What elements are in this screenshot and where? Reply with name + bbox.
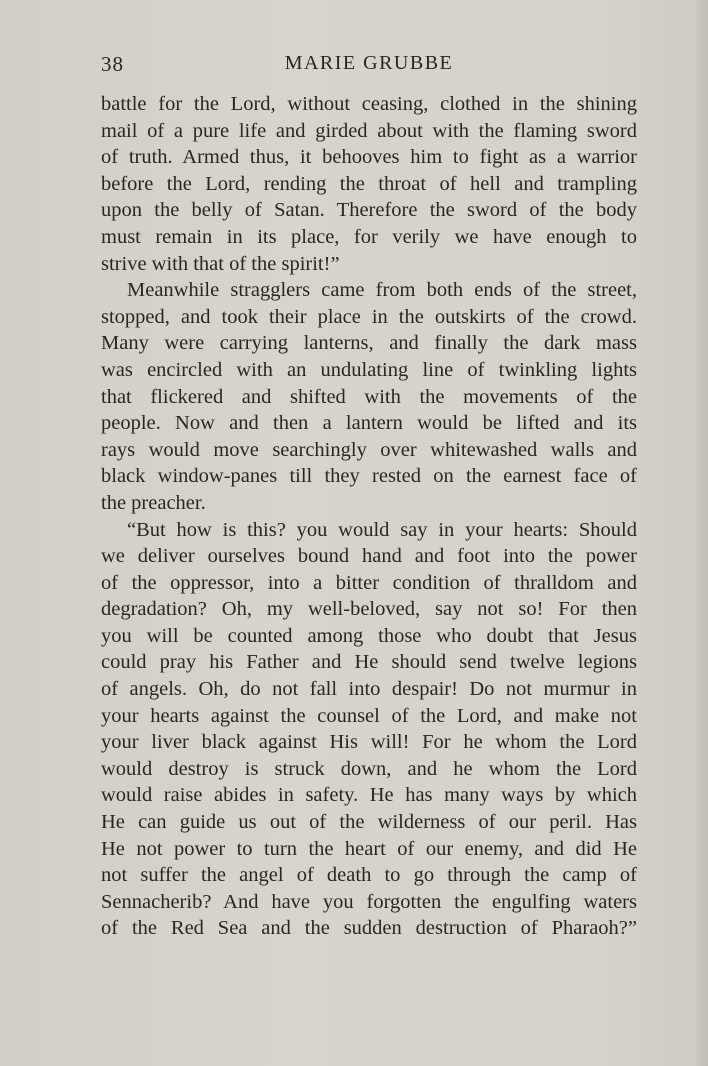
text-line: of the oppressor, into a bitter condition of thralldom and: [101, 571, 637, 594]
text-line: Many were carrying lanterns, and finally the dark mass: [101, 332, 637, 355]
text-line: Sennacherib? And have you forgotten the engulfing waters: [101, 890, 637, 913]
text-line: mail of a pure life and girded about with the flaming sword: [101, 119, 637, 142]
paragraph-start-line: “But how is this? you would say in your hearts: Should: [127, 518, 637, 541]
text-line: He can guide us out of the wilderness of our peril. Has: [101, 811, 637, 834]
text-line: battle for the Lord, without ceasing, clothed in the shining: [101, 93, 637, 115]
page-edge-shadow: [694, 0, 708, 1066]
text-line: your liver black against His will! For he whom the Lord: [101, 731, 637, 754]
text-line: of the Red Sea and the sudden destruction of Pharaoh?”: [101, 917, 637, 940]
text-line: would raise abides in safety. He has many ways by which: [101, 784, 637, 807]
text-line: rays would move searchingly over whitewashed walls and: [101, 438, 637, 461]
body-text: [101, 91, 637, 942]
text-line: people. Now and then a lantern would be lifted and its: [101, 412, 637, 435]
paragraph-start-line: Meanwhile stragglers came from both ends of the street,: [127, 279, 637, 302]
text-line: must remain in its place, for verily we have enough to: [101, 225, 637, 248]
text-line: was encircled with an undulating line of twinkling lights: [101, 358, 637, 381]
text-line: that flickered and shifted with the movements of the: [101, 385, 637, 408]
text-line: before the Lord, rending the throat of hell and trampling: [101, 172, 637, 195]
text-line: not suffer the angel of death to go through the camp of: [101, 864, 637, 887]
page-header: [101, 52, 637, 82]
text-line: He not power to turn the heart of our enemy, and did He: [101, 837, 637, 860]
text-line: the preacher.: [101, 491, 206, 514]
text-line: upon the belly of Satan. Therefore the sword of the body: [101, 199, 637, 222]
text-line: your hearts against the counsel of the Lord, and make not: [101, 704, 637, 727]
text-line: black window-panes till they rested on the earnest face of: [101, 465, 637, 488]
text-line: we deliver ourselves bound hand and foot into the power: [101, 545, 637, 568]
running-title: MARIE GRUBBE: [284, 52, 454, 74]
text-line: would destroy is struck down, and he whom the Lord: [101, 757, 637, 780]
text-line: of angels. Oh, do not fall into despair! Do not murmur in: [101, 678, 637, 701]
text-line: could pray his Father and He should send twelve legions: [101, 651, 637, 674]
text-line: degradation? Oh, my well-beloved, say not so! For then: [101, 598, 637, 621]
text-line: strive with that of the spirit!”: [101, 252, 340, 275]
page-number: 38: [101, 52, 124, 76]
text-line: stopped, and took their place in the outskirts of the crowd.: [101, 305, 637, 328]
text-line: of truth. Armed thus, it behooves him to fight as a warrior: [101, 146, 637, 169]
text-line: you will be counted among those who doubt that Jesus: [101, 624, 637, 647]
